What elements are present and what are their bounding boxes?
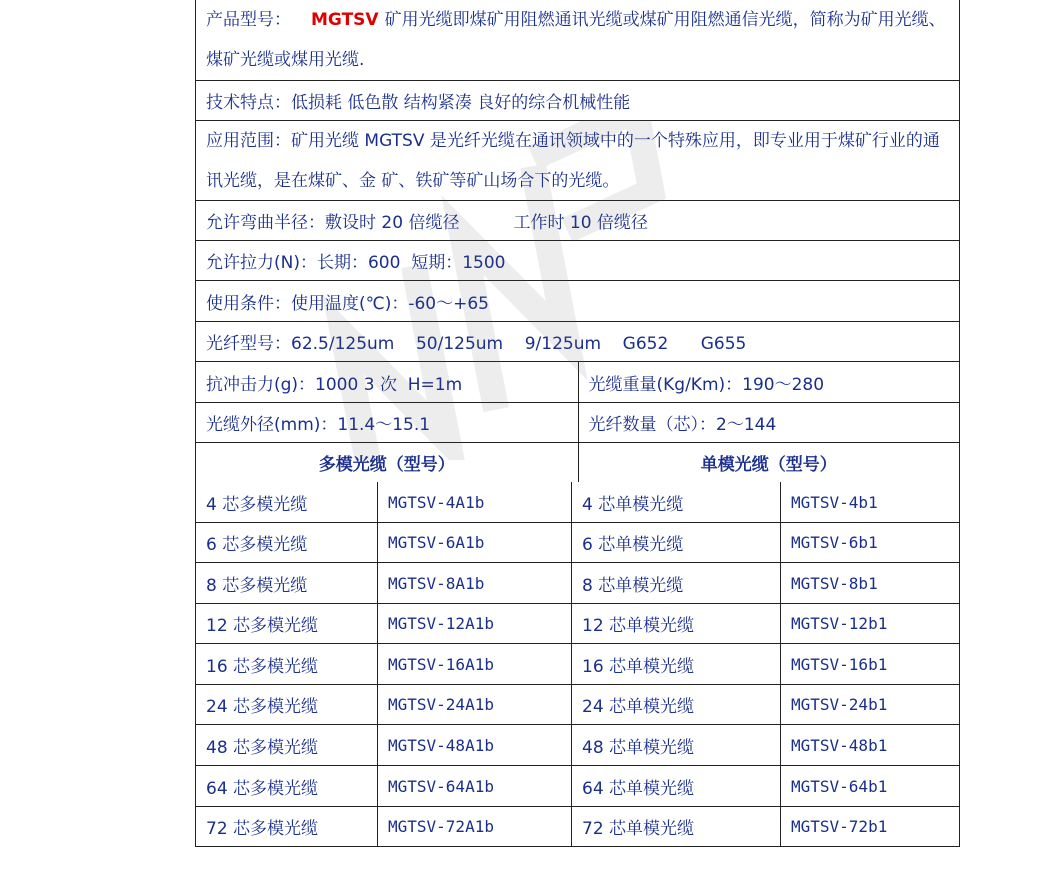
model-rows: [196, 482, 959, 846]
multimode-name: 8 芯多模光缆: [206, 575, 308, 596]
bend-radius-text: 允许弯曲半径：敷设时 20 倍缆径 工作时 10 倍缆径: [206, 213, 648, 233]
singlemode-model: MGTSV-24b1: [780, 685, 959, 724]
table-row: [196, 482, 959, 522]
multimode-name: 6 芯多模光缆: [206, 535, 308, 555]
singlemode-model: MGTSV-72b1: [780, 807, 959, 846]
singlemode-model: MGTSV-64b1: [780, 766, 959, 806]
singlemode-header: 单模光缆（型号）: [578, 443, 960, 482]
fiber-type-row: [196, 321, 959, 361]
singlemode-name: 24 芯单模光缆: [571, 685, 780, 724]
table-row: [196, 724, 959, 765]
model-description: 矿用光缆即煤矿用阻燃通讯光缆或煤矿用阻燃通信光缆，简称为矿用光缆、煤矿光缆或煤用光缆.: [206, 10, 946, 70]
multimode-model: MGTSV-16A1b: [377, 644, 571, 684]
conditions-text: 使用条件：使用温度(℃)：-60～+65: [206, 293, 489, 314]
singlemode-name: 8 芯单模光缆: [571, 563, 780, 603]
multimode-name: 64 芯多模光缆: [206, 778, 319, 799]
model-header-row: [196, 442, 959, 482]
multimode-header: 多模光缆（型号）: [318, 455, 455, 475]
multimode-name: 4 芯多模光缆: [206, 494, 308, 515]
impact-weight-row: [196, 361, 959, 402]
table-row: [196, 603, 959, 643]
spec-table: [195, 0, 960, 847]
singlemode-model: MGTSV-12b1: [780, 604, 959, 643]
tension-row: [196, 240, 959, 280]
multimode-name: 48 芯多模光缆: [206, 737, 319, 758]
singlemode-name: 72 芯单模光缆: [571, 807, 780, 846]
singlemode-model: MGTSV-6b1: [780, 523, 959, 562]
features-row: [196, 80, 959, 120]
model-code: MGTSV: [311, 10, 379, 30]
impact-text: 抗冲击力(g)：1000 3 次 H=1m: [206, 374, 463, 395]
conditions-row: [196, 280, 959, 321]
tension-text: 允许拉力(N)：长期：600 短期：1500: [206, 253, 506, 273]
multimode-name: 12 芯多模光缆: [206, 616, 319, 636]
singlemode-name: 6 芯单模光缆: [571, 523, 780, 562]
diameter-count-row: [196, 402, 959, 442]
application-row: [196, 120, 959, 200]
singlemode-name: 16 芯单模光缆: [571, 644, 780, 684]
multimode-model: MGTSV-8A1b: [377, 563, 571, 603]
multimode-model: MGTSV-12A1b: [377, 604, 571, 643]
singlemode-name: 64 芯单模光缆: [571, 766, 780, 806]
multimode-name: 16 芯多模光缆: [206, 656, 319, 677]
singlemode-name: 48 芯单模光缆: [571, 725, 780, 765]
singlemode-model: MGTSV-16b1: [780, 644, 959, 684]
multimode-model: MGTSV-24A1b: [377, 685, 571, 724]
table-row: [196, 643, 959, 684]
bend-radius-row: [196, 200, 959, 240]
multimode-model: MGTSV-4A1b: [377, 482, 571, 522]
singlemode-model: MGTSV-8b1: [780, 563, 959, 603]
singlemode-model: MGTSV-48b1: [780, 725, 959, 765]
table-row: [196, 765, 959, 806]
fiber-type-text: 光纤型号：62.5/125um 50/125um 9/125um G652 G655: [206, 334, 747, 354]
diameter-text: 光缆外径(mm)：11.4～15.1: [206, 415, 431, 435]
multimode-model: MGTSV-6A1b: [377, 523, 571, 562]
multimode-model: MGTSV-64A1b: [377, 766, 571, 806]
singlemode-name: 4 芯单模光缆: [571, 482, 780, 522]
model-row: [196, 0, 959, 80]
multimode-model: MGTSV-72A1b: [377, 807, 571, 846]
weight-text: 光缆重量(Kg/Km)：190～280: [578, 362, 960, 402]
features-text: 技术特点：低损耗 低色散 结构紧凑 良好的综合机械性能: [206, 93, 631, 113]
singlemode-model: MGTSV-4b1: [780, 482, 959, 522]
table-row: [196, 522, 959, 562]
table-row: [196, 562, 959, 603]
table-row: [196, 806, 959, 846]
table-row: [196, 684, 959, 724]
fiber-count-text: 光纤数量（芯）：2～144: [578, 403, 960, 442]
application-text: 应用范围：矿用光缆 MGTSV 是光纤光缆在通讯领域中的一个特殊应用，即专业用于煤矿行业的通讯光缆，是在煤矿、金 矿、铁矿等矿山场合下的光缆。: [206, 131, 940, 191]
singlemode-name: 12 芯单模光缆: [571, 604, 780, 643]
model-cell: [196, 0, 959, 80]
multimode-name: 24 芯多模光缆: [206, 697, 319, 717]
multimode-name: 72 芯多模光缆: [206, 819, 319, 839]
model-label: 产品型号：: [206, 10, 291, 30]
multimode-model: MGTSV-48A1b: [377, 725, 571, 765]
